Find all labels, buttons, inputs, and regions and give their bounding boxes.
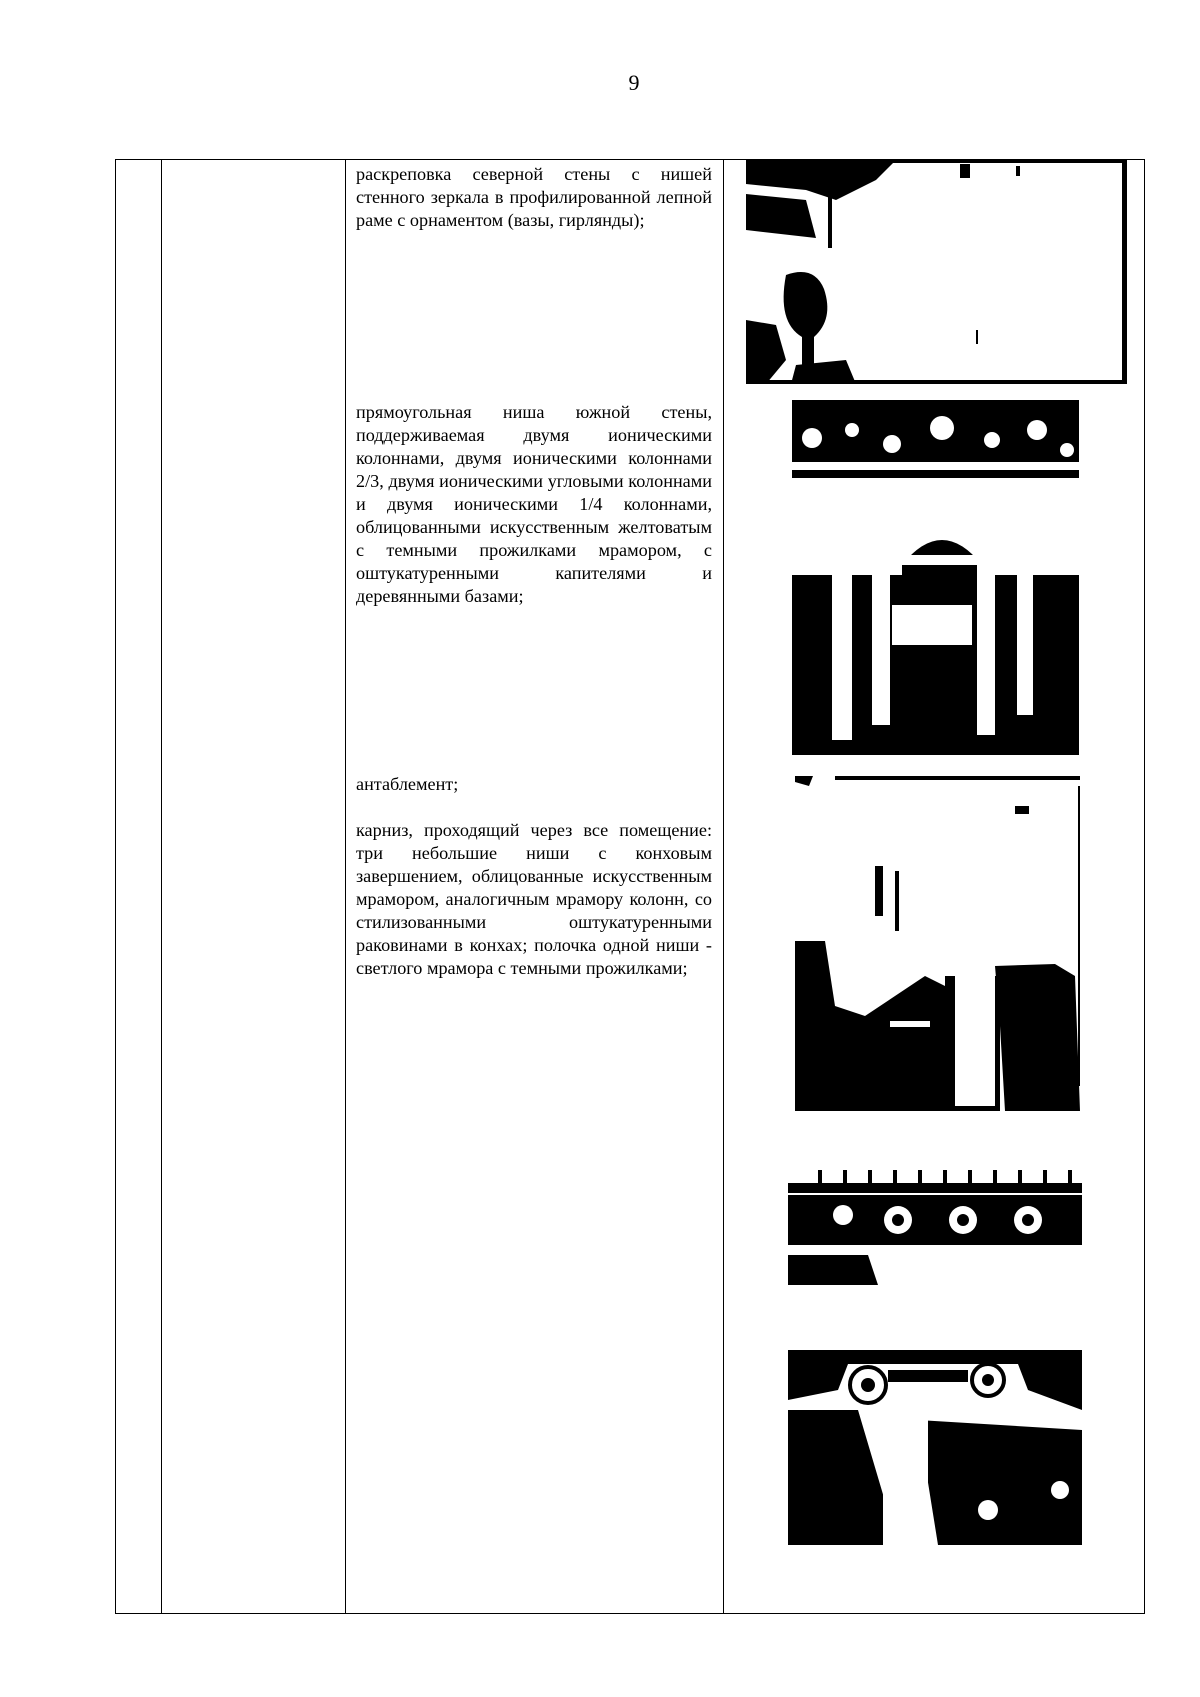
- description-cornice: карниз, проходящий через все помещение: три небольшие ниши с конховым завершением, облицованные искусственным мрамором, аналогичным мрамору колонн, со стилизованными оштукатуренными раковинами в конхах; полочка одной ниши - светлого мрамора с темными прожилками;: [356, 820, 712, 978]
- column-divider-2: [345, 160, 346, 1613]
- description-north-wall-niche: раскреповка северной стены с нишей стенного зеркала в профилированной лепной раме с орнаментом (вазы, гирлянды);: [356, 164, 712, 230]
- wall-mirror-niche-photo: [746, 160, 1127, 384]
- cornice-detail-photo: [788, 1165, 1082, 1285]
- column-divider-3: [723, 160, 724, 1613]
- column-divider-1: [161, 160, 162, 1613]
- entablature-photo: [795, 776, 1080, 1111]
- ionic-capital-photo: [788, 1350, 1082, 1545]
- description-south-wall-niche: прямоугольная ниша южной стены, поддерживаемая двумя ионическими колоннами, двумя ионическими колоннами 2/3, двумя ионическими угловыми колоннами и двумя ионическими 1/4 колоннами, облицованными искусственным желтоватым с темными прожилками мрамором, с оштукатуренными капителями и деревянными базами;: [356, 402, 712, 606]
- description-entablature: антаблемент;: [356, 774, 459, 794]
- page-number: 9: [628, 70, 640, 95]
- ionic-columns-niche-photo: [792, 400, 1079, 755]
